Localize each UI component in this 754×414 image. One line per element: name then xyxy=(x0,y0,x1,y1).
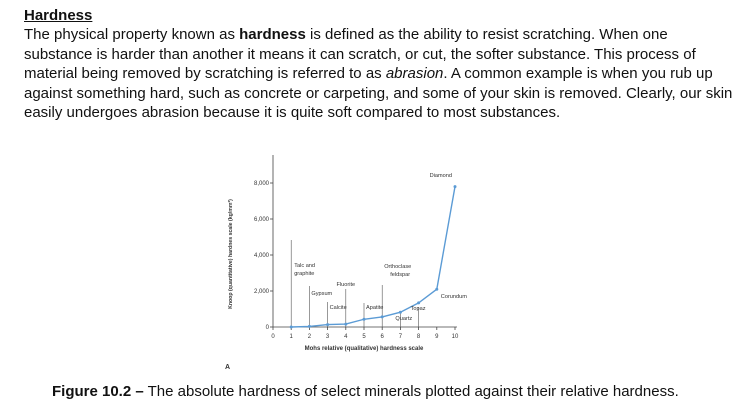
x-tick-label: 1 xyxy=(289,334,293,340)
x-tick-label: 10 xyxy=(451,334,459,340)
x-tick-label: 6 xyxy=(380,334,384,340)
point-annotation-label: Orthoclase xyxy=(384,264,412,270)
data-point xyxy=(363,318,366,321)
data-point xyxy=(435,288,438,291)
data-point xyxy=(381,315,384,318)
x-tick-label: 9 xyxy=(435,334,439,340)
paragraph-text-2: is defined as the ability to resist scratching. When one substance is harder than another it means it can scratch, or cut, the softer substance. This process of material being removed by scratching is referred to as xyxy=(24,26,696,83)
x-tick-label: 4 xyxy=(344,334,348,340)
x-tick-label: 0 xyxy=(271,334,275,340)
point-annotation-label: Corundum xyxy=(440,294,467,300)
y-tick-label: 2,000 xyxy=(253,289,269,296)
point-annotation-label: Topaz xyxy=(410,306,426,312)
term-hardness: hardness xyxy=(239,26,306,43)
y-axis-title: Knoop (quantitative) hardnes scale (kg/mm²) xyxy=(228,199,234,309)
point-annotation-label: Quartz xyxy=(395,316,413,322)
y-tick-label: 6,000 xyxy=(253,217,269,224)
term-abrasion: abrasion xyxy=(385,65,444,83)
point-annotation-label: Fluorite xyxy=(336,282,356,288)
body-paragraph xyxy=(24,25,734,123)
y-tick-label: 4,000 xyxy=(253,253,269,260)
y-tick-label: 8,000 xyxy=(253,181,269,188)
data-point xyxy=(417,301,420,304)
point-annotation-label: Diamond xyxy=(429,173,452,179)
data-point xyxy=(399,311,402,314)
point-annotation-label: Apatite xyxy=(366,305,384,311)
x-tick-label: 8 xyxy=(416,334,421,340)
point-annotation-label: Gypsum xyxy=(311,291,333,297)
paragraph-text-1: The physical property known as xyxy=(24,26,240,43)
x-tick-label: 3 xyxy=(325,334,330,340)
section-heading: Hardness xyxy=(24,7,93,24)
data-point xyxy=(344,323,347,326)
caption-text: The absolute hardness of select minerals plotted against their relative hardness. xyxy=(143,383,679,400)
figure-panel-label: A xyxy=(225,364,231,371)
point-annotation-label: Calcite xyxy=(329,305,347,311)
data-point xyxy=(326,323,329,326)
point-annotation-label: feldspar xyxy=(390,272,411,278)
x-tick-label: 7 xyxy=(398,334,403,340)
figure-caption xyxy=(52,383,679,400)
caption-label: Figure 10.2 – xyxy=(52,383,144,400)
x-tick-label: 2 xyxy=(307,334,312,340)
x-axis-title: Mohs relative (qualitative) hardness scale xyxy=(304,346,424,352)
hardness-chart xyxy=(218,145,518,375)
data-point xyxy=(290,326,293,329)
data-point xyxy=(308,325,311,328)
y-tick-label: 0 xyxy=(265,325,269,332)
point-annotation-label: Talc and xyxy=(294,263,316,269)
point-annotation-label: graphite xyxy=(294,271,315,277)
paragraph-text-3: . A common example is when you rub up against something hard, such as concrete or carpeting, and some of your skin is removed. Clearly, our skin easily undergoes abrasion because it is quite soft compared to most substances. xyxy=(24,65,733,122)
data-point xyxy=(454,185,457,188)
x-tick-label: 5 xyxy=(362,334,366,340)
